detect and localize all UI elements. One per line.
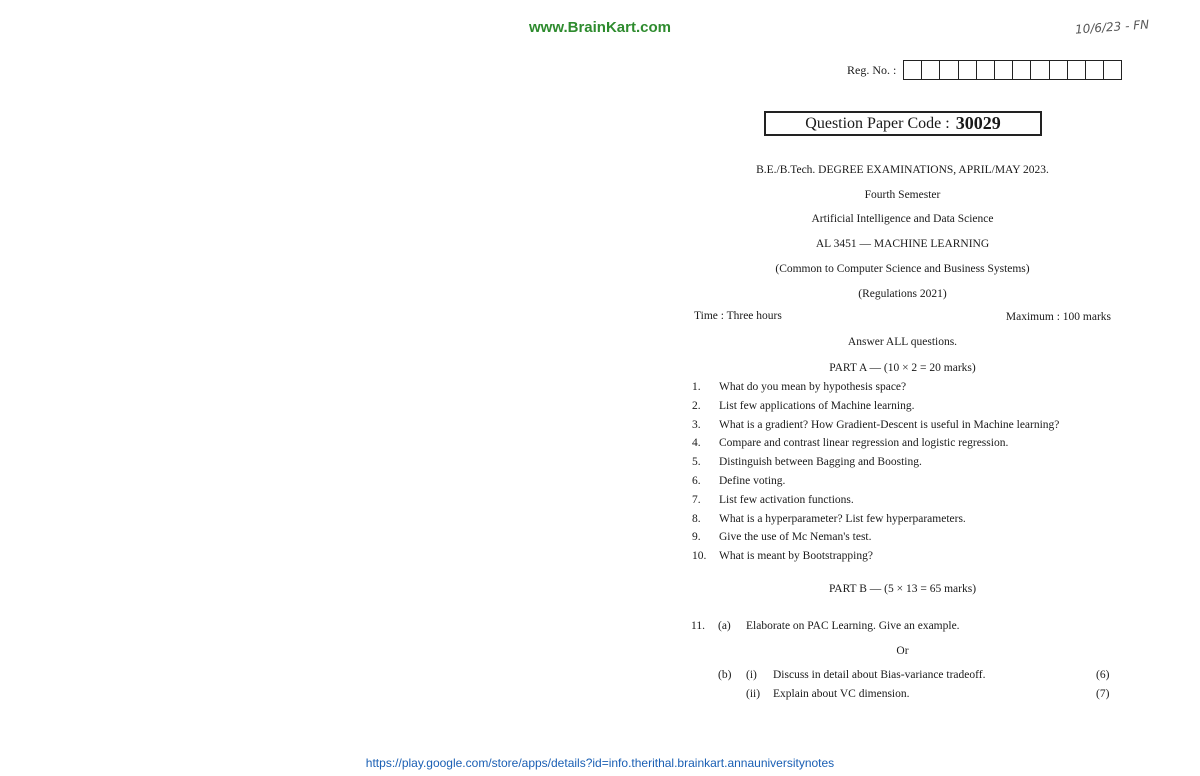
q11b-ii-text: Explain about VC dimension. — [773, 688, 910, 700]
question-number: 8. — [692, 512, 701, 525]
reg-no-box — [1013, 61, 1031, 79]
question-text: What is meant by Bootstrapping? — [719, 550, 873, 563]
semester: Fourth Semester — [864, 189, 941, 201]
question-text: What is a gradient? How Gradient-Descent is useful in Machine learning? — [719, 418, 1060, 431]
question-number: 1. — [692, 381, 701, 393]
question-text: List few activation functions. — [719, 493, 854, 506]
q11b-ii-label: (ii) — [746, 688, 761, 700]
reg-no-box — [922, 61, 940, 79]
reg-no-box — [977, 61, 995, 79]
question-number: 4. — [692, 437, 701, 450]
time-label: Time : Three hours — [694, 310, 782, 322]
question-number: 2. — [692, 399, 701, 412]
question-text: List few applications of Machine learning. — [719, 399, 915, 412]
question-number: 5. — [692, 456, 701, 469]
reg-no-box — [1104, 61, 1121, 79]
instruction: Answer ALL questions. — [847, 336, 958, 348]
question-number: 6. — [692, 475, 701, 487]
part-b-title: PART B — (5 × 13 = 65 marks) — [828, 583, 977, 595]
department: Artificial Intelligence and Data Science — [811, 213, 994, 225]
question-text: What do you mean by hypothesis space? — [719, 381, 907, 393]
reg-no-box — [1050, 61, 1068, 79]
q11-number: 11. — [691, 620, 705, 632]
reg-no-box — [904, 61, 922, 79]
question-text: What is a hyperparameter? List few hyperparameters. — [719, 512, 966, 525]
reg-no-box — [1068, 61, 1086, 79]
reg-no-box — [959, 61, 977, 79]
qpc-code: 30029 — [955, 113, 1001, 133]
reg-no-boxes — [903, 60, 1122, 80]
q11b-i-marks: (6) — [1096, 669, 1110, 681]
reg-no-label: Reg. No. : — [847, 63, 897, 77]
or-separator: Or — [896, 645, 909, 657]
question-text: Define voting. — [719, 475, 786, 487]
reg-no-box — [995, 61, 1013, 79]
reg-no-box — [1031, 61, 1049, 79]
question-text: Compare and contrast linear regression and logistic regression. — [719, 437, 1009, 450]
question-number: 9. — [692, 531, 701, 544]
reg-no-box — [940, 61, 958, 79]
part-a-title: PART A — (10 × 2 = 20 marks) — [829, 362, 976, 374]
common-note: (Common to Computer Science and Business Systems) — [775, 263, 1030, 275]
reg-no-box — [1086, 61, 1104, 79]
question-number: 3. — [692, 418, 701, 431]
qpc-label: Question Paper Code : — [805, 114, 950, 132]
question-number: 7. — [692, 493, 701, 506]
question-text: Give the use of Mc Neman's test. — [719, 531, 872, 544]
q11b-ii-marks: (7) — [1096, 688, 1110, 700]
regulations: (Regulations 2021) — [858, 288, 947, 300]
q11a-label: (a) — [718, 620, 731, 632]
footer-app-link[interactable]: https://play.google.com/store/apps/details?id=info.therithal.brainkart.annauniversitynotes — [365, 756, 835, 770]
q11b-i-label: (i) — [746, 669, 757, 681]
exam-title: B.E./B.Tech. DEGREE EXAMINATIONS, APRIL/MAY 2023. — [756, 164, 1049, 176]
max-marks-label: Maximum : 100 marks — [1005, 311, 1111, 323]
question-number: 10. — [692, 550, 707, 563]
course-title: AL 3451 — MACHINE LEARNING — [815, 238, 990, 250]
q11a-text: Elaborate on PAC Learning. Give an example. — [746, 620, 960, 632]
handwritten-date: 10/6/23 - FN — [1074, 17, 1150, 37]
q11b-i-text: Discuss in detail about Bias-variance tradeoff. — [773, 669, 986, 681]
question-text: Distinguish between Bagging and Boosting. — [719, 456, 922, 469]
watermark-link: www.BrainKart.com — [529, 19, 671, 36]
q11b-label: (b) — [718, 669, 732, 681]
question-paper-code-box — [764, 111, 1042, 136]
